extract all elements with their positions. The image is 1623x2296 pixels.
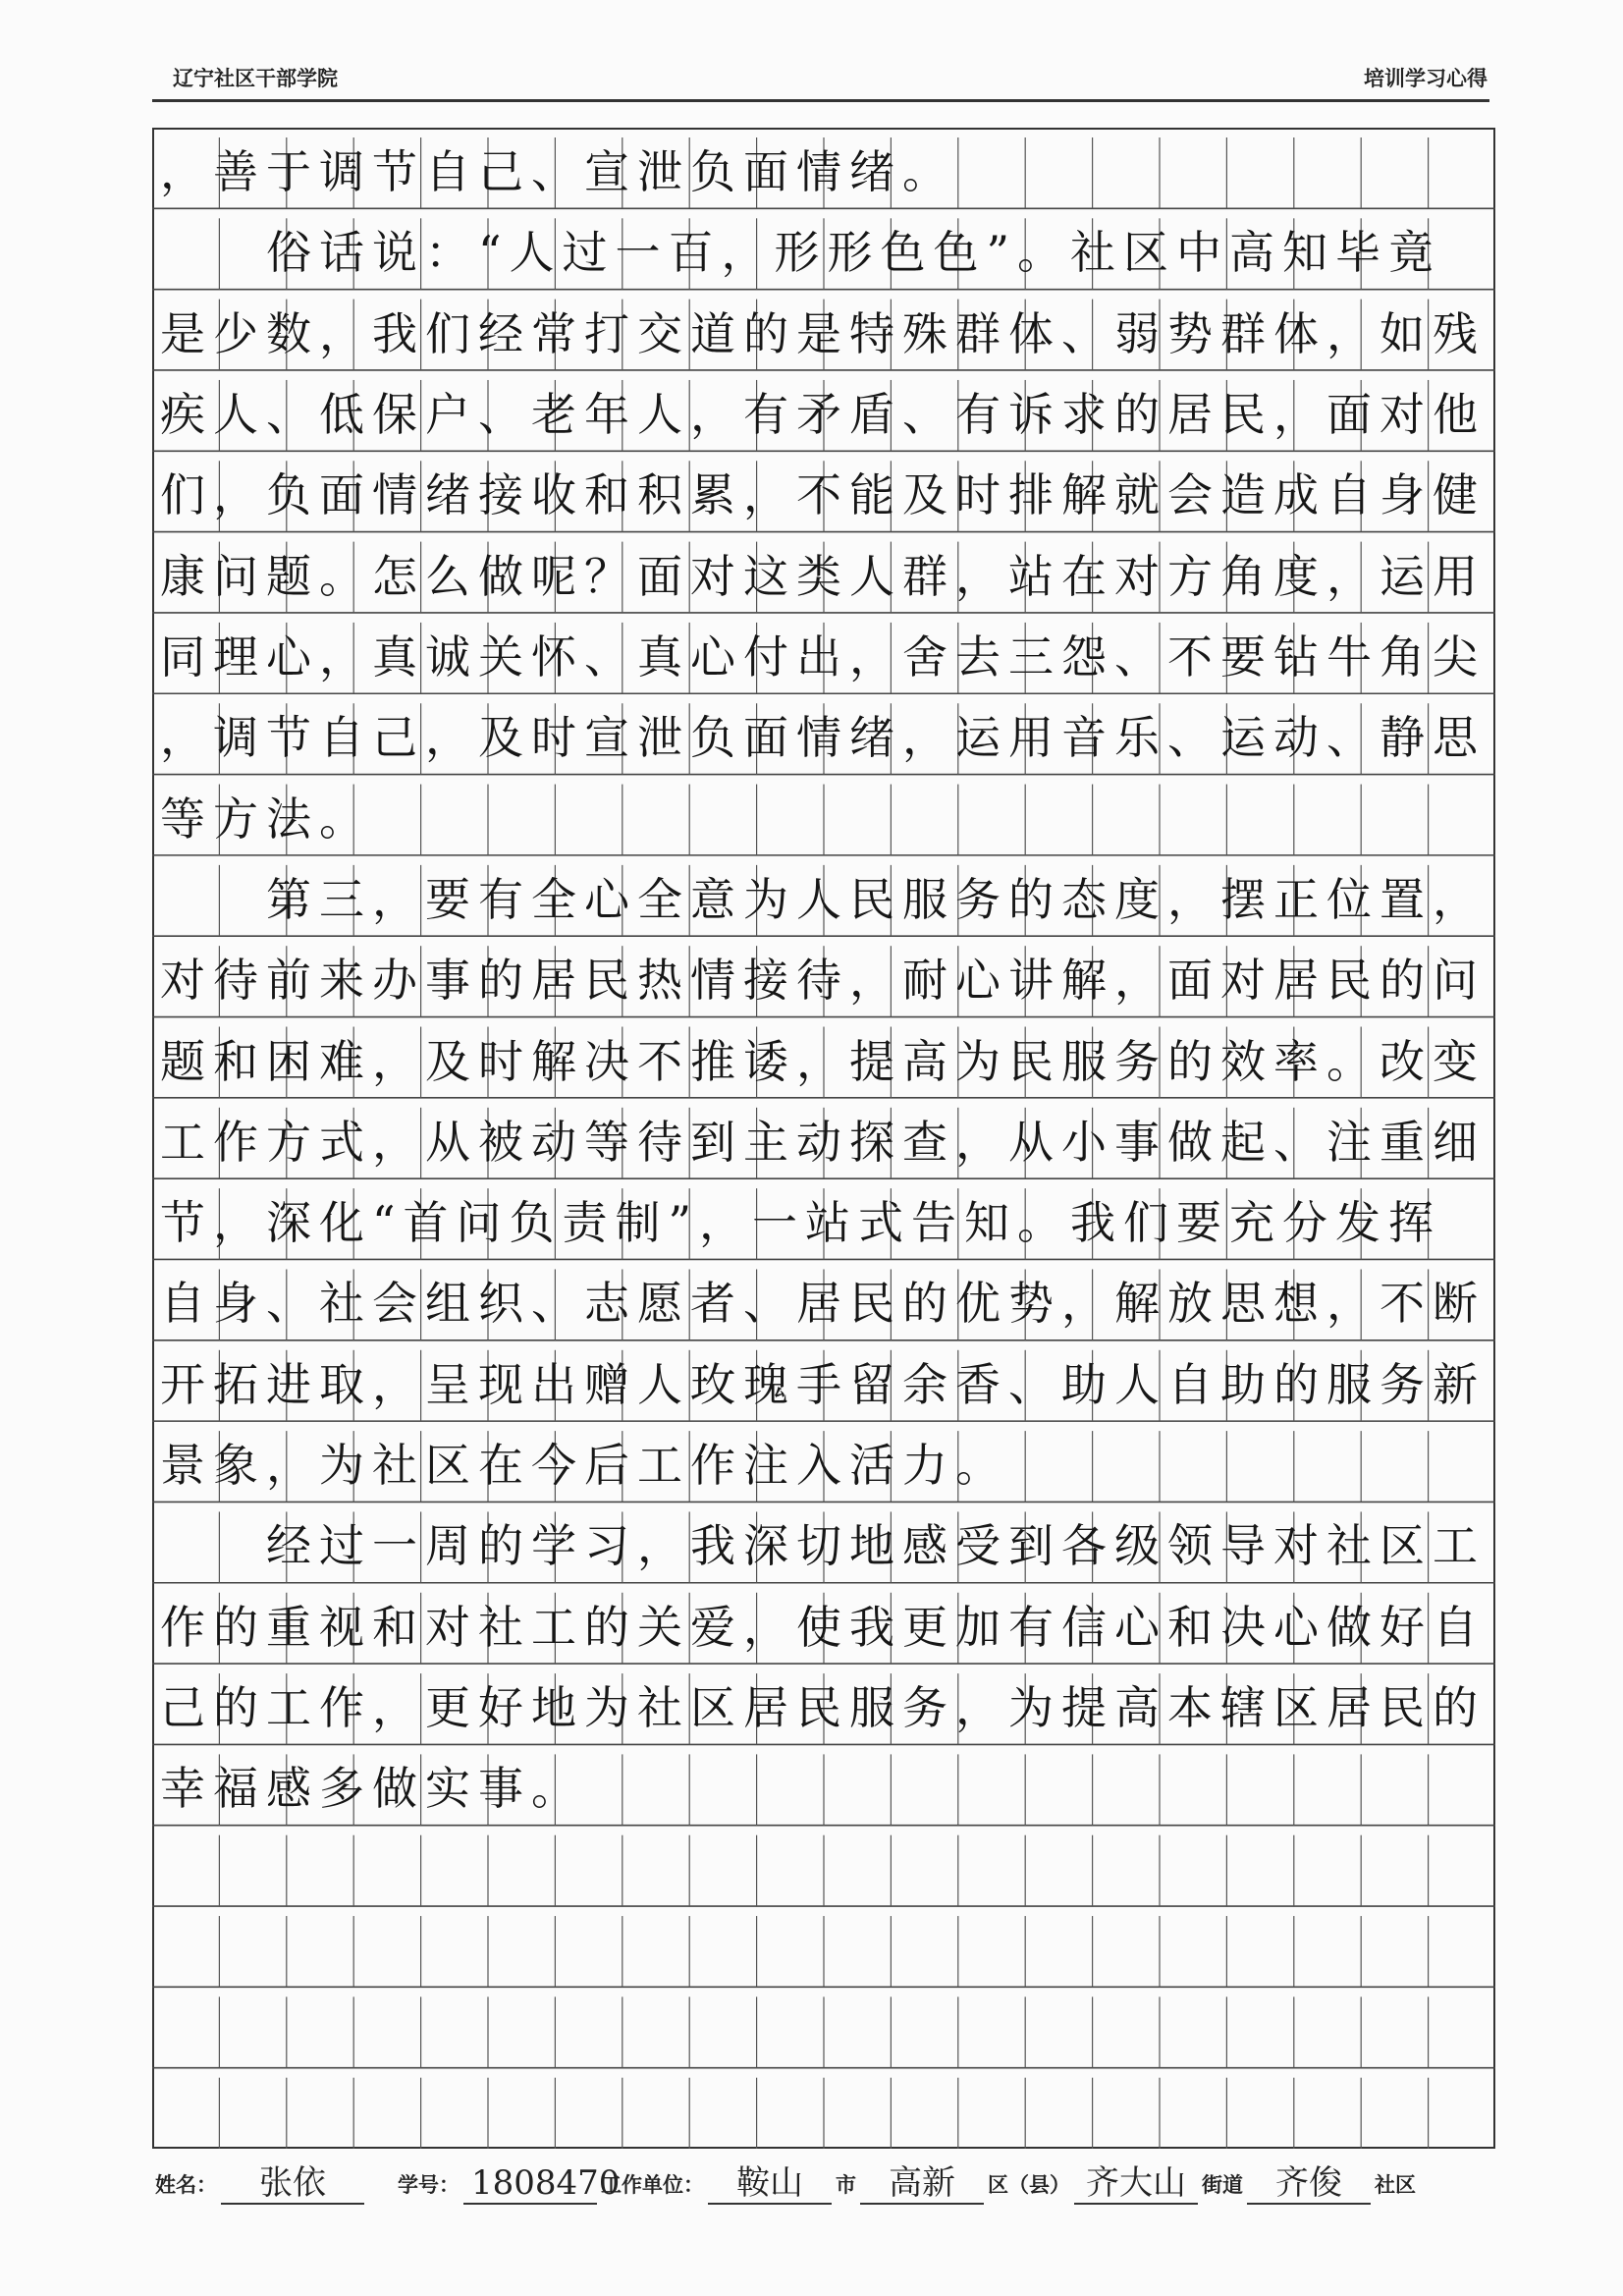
essay-body [152, 128, 1495, 2149]
street-field: 齐大山 [1074, 2163, 1198, 2205]
student-info-footer [151, 2165, 1505, 2205]
document-type: 培训学习心得 [1364, 66, 1488, 90]
community-label: 社区 [1375, 2172, 1416, 2197]
essay-line: 开拓进取，呈现出赠人玫瑰手留余香、助人自助的服务新 [160, 1357, 1486, 1411]
name-field: 张依 [221, 2163, 364, 2205]
essay-line: 等方法。 [160, 792, 372, 846]
essay-line: 对待前来办事的居民热情接待，耐心讲解，面对居民的问 [160, 954, 1486, 1008]
street-label: 街道 [1202, 2172, 1243, 2197]
name-label: 姓名： [155, 2172, 217, 2197]
essay-line: 同理心，真诚关怀、真心付出，舍去三怨、不要钻牛角尖 [160, 629, 1486, 683]
city-label: 市 [836, 2172, 856, 2197]
unit-label: 工作单位： [601, 2172, 704, 2197]
essay-line: 题和困难，及时解决不推诿，提高为民服务的效率。改变 [160, 1034, 1486, 1088]
writing-grid [152, 128, 1495, 2149]
institute-name: 辽宁社区干部学院 [173, 66, 338, 90]
essay-line: 们，负面情绪接收和积累，不能及时排解就会造成自身健 [160, 468, 1486, 522]
essay-line: ，善于调节自己、宣泄负面情绪。 [160, 145, 955, 198]
district-field: 高新 [860, 2163, 984, 2205]
essay-line: 节，深化“首问负责制”，一站式告知。我们要充分发挥 [160, 1196, 1442, 1250]
essay-line: 作的重视和对社工的关爱，使我更加有信心和决心做好自 [160, 1600, 1486, 1654]
essay-line: 康问题。怎么做呢？面对这类人群，站在对方角度，运用 [160, 549, 1486, 603]
essay-line [160, 1991, 1488, 2061]
essay-line: 第三，要有全心全意为人民服务的态度，摆正位置， [160, 872, 1486, 926]
city-field: 鞍山 [708, 2163, 832, 2205]
essay-line: 自身、社会组织、志愿者、居民的优势，解放思想，不断 [160, 1277, 1486, 1331]
essay-line: 是少数，我们经常打交道的是特殊群体、弱势群体，如残 [160, 306, 1486, 360]
essay-line: 景象，为社区在今后工作注入活力。 [160, 1439, 1008, 1493]
community-field: 齐俊 [1247, 2163, 1371, 2205]
essay-line: 俗话说：“人过一百，形形色色”。社区中高知毕竟 [160, 226, 1442, 280]
id-label: 学号： [398, 2172, 460, 2197]
essay-line: 己的工作，更好地为社区居民服务，为提高本辖区居民的 [160, 1681, 1486, 1735]
essay-line: 幸福感多做实事。 [160, 1762, 584, 1816]
essay-line [160, 1830, 1488, 1900]
header-rule [152, 99, 1489, 102]
essay-line: 工作方式，从被动等待到主动探查，从小事做起、注重细 [160, 1115, 1486, 1169]
essay-line [160, 1910, 1488, 1981]
id-field: 1808470 [463, 2163, 597, 2205]
essay-line: 经过一周的学习，我深切地感受到各级领导对社区工 [160, 1519, 1486, 1573]
essay-line: 疾人、低保户、老年人，有矛盾、有诉求的居民，面对他 [160, 387, 1486, 441]
district-label: 区（县） [988, 2172, 1070, 2197]
essay-line [160, 2072, 1488, 2143]
essay-line: ，调节自己，及时宣泄负面情绪，运用音乐、运动、静思 [160, 711, 1486, 765]
